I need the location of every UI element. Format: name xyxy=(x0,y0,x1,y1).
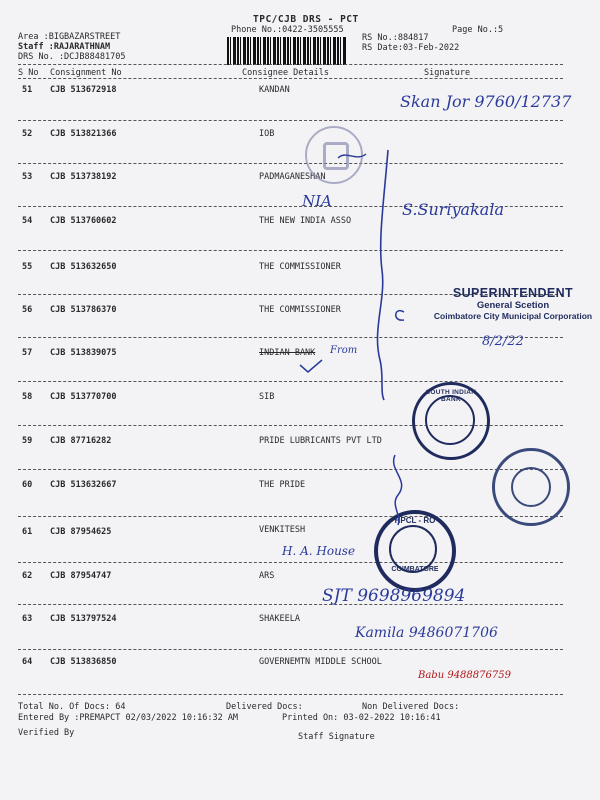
row-consignee: KANDAN xyxy=(259,85,290,95)
phone-number: Phone No.:0422-3505555 xyxy=(231,25,344,35)
row-sno: 57 xyxy=(22,348,33,358)
row-consignment: CJB 513672918 xyxy=(50,85,117,95)
row-consignee: PADMAGANESHAN xyxy=(259,172,326,182)
row-consignee: GOVERNEMTN MIDDLE SCHOOL xyxy=(259,657,382,667)
row-consignment: CJB 513738192 xyxy=(50,172,117,182)
staff-signature: Staff Signature xyxy=(298,732,375,742)
row-consignment: CJB 513760602 xyxy=(50,216,117,226)
handwritten-row53-b: S.Suriyakala xyxy=(402,200,504,219)
row-consignee: INDIAN BANK xyxy=(259,348,316,358)
row-consignee: SHAKEELA xyxy=(259,614,300,624)
divider xyxy=(18,694,563,695)
rs-number: RS No.:884817 xyxy=(362,33,429,43)
verified-by: Verified By xyxy=(18,728,75,738)
drs-number: DRS No. :DCJB88481705 xyxy=(18,52,126,62)
superintendent-title: SUPERINTENDENT xyxy=(452,286,574,300)
row-consignment: CJB 513786370 xyxy=(50,305,117,315)
row-sno: 59 xyxy=(22,436,33,446)
row-consignment: CJB 513836850 xyxy=(50,657,117,667)
row-consignee: THE PRIDE xyxy=(259,480,306,490)
row-consignment: CJB 513821366 xyxy=(50,129,117,139)
area-label: Area :BIGBAZARSTREET xyxy=(18,32,121,42)
row-consignment: CJB 513770700 xyxy=(50,392,117,402)
row-sno: 62 xyxy=(22,571,33,581)
hpcl-stamp-city: COIMBATORE xyxy=(391,566,439,573)
handwritten-row63: Kamila 9486071706 xyxy=(355,625,498,641)
superintendent-org: Coimbatore City Municipal Corporation xyxy=(433,311,593,321)
col-header-consignee: Consignee Details xyxy=(242,68,329,78)
superintendent-section: General Scetion xyxy=(476,300,550,311)
row-consignment: CJB 87954625 xyxy=(50,527,112,537)
handwritten-row51: Skan Jor 9760/12737 xyxy=(400,92,572,111)
row-consignee: VENKITESH xyxy=(259,525,306,535)
row-consignment: CJB 513839075 xyxy=(50,348,117,358)
delivered-docs: Delivered Docs: xyxy=(226,702,303,712)
row-sno: 63 xyxy=(22,614,33,624)
row-sno: 51 xyxy=(22,85,33,95)
row-sno: 55 xyxy=(22,262,33,272)
col-header-consignment: Consignment No xyxy=(50,68,122,78)
printed-on: Printed On: 03-02-2022 10:16:41 xyxy=(282,713,441,723)
row-consignee: SIB xyxy=(259,392,275,402)
row-consignment: CJB 513632650 xyxy=(50,262,117,272)
row-sno: 54 xyxy=(22,216,33,226)
handwritten-row64: Babu 9488876759 xyxy=(418,670,511,681)
row-consignee: THE COMMISSIONER xyxy=(259,305,341,315)
handwritten-row57-from: From xyxy=(330,345,358,356)
row-sno: 53 xyxy=(22,172,33,182)
row-consignee: ARS xyxy=(259,571,275,581)
row-sno: 60 xyxy=(22,480,33,490)
row-consignment: CJB 513632667 xyxy=(50,480,117,490)
row-consignment: CJB 513797524 xyxy=(50,614,117,624)
row-consignee: IOB xyxy=(259,129,275,139)
row-consignee: PRIDE LUBRICANTS PVT LTD xyxy=(259,436,382,446)
row-consignment: CJB 87954747 xyxy=(50,571,112,581)
row-consignment: CJB 87716282 xyxy=(50,436,112,446)
handwritten-row62: SJT 9698969894 xyxy=(322,586,466,606)
bank-stamp-text: SOUTH INDIAN BANK xyxy=(425,389,477,403)
handwritten-row57-date: 8/2/22 xyxy=(482,334,524,349)
handwritten-row53-a: NIA xyxy=(302,192,332,210)
rs-date: RS Date:03-Feb-2022 xyxy=(362,43,460,53)
total-docs: Total No. Of Docs: 64 xyxy=(18,702,126,712)
hpcl-stamp-text: HPCL - RO xyxy=(394,516,436,525)
document-title: TPC/CJB DRS - PCT xyxy=(253,14,359,25)
row-sno: 52 xyxy=(22,129,33,139)
row-consignee: THE NEW INDIA ASSO xyxy=(259,216,352,226)
row-sno: 61 xyxy=(22,527,33,537)
row-sno: 58 xyxy=(22,392,33,402)
entered-by: Entered By :PREMAPCT 02/03/2022 10:16:32 AM xyxy=(18,713,239,723)
staff-label: Staff :RAJARATHNAM xyxy=(18,42,111,52)
row-consignee: THE COMMISSIONER xyxy=(259,262,341,272)
non-delivered-docs: Non Delivered Docs: xyxy=(362,702,460,712)
col-header-sno: S No xyxy=(18,68,39,78)
page-number: Page No.:5 xyxy=(452,25,504,35)
row-sno: 56 xyxy=(22,305,33,315)
col-header-signature: Signature xyxy=(424,68,471,78)
handwritten-row61: H. A. House xyxy=(282,544,356,558)
row-sno: 64 xyxy=(22,657,33,667)
